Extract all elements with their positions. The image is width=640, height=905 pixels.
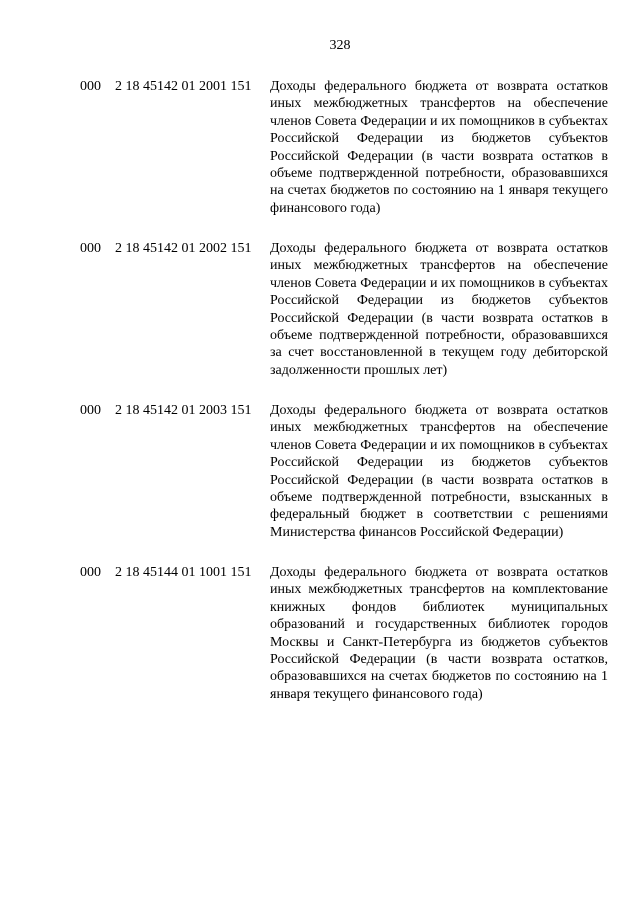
budget-classification-code: 2 18 45144 01 1001 151 <box>115 565 252 580</box>
administrator-code: 000 <box>80 403 101 418</box>
page-number: 328 <box>329 38 351 53</box>
income-description: Доходы федерального бюджета от возврата остатков иных межбюджетных трансфертов на обеспечение членов Совета Федерации и их помощников в субъектах Российской Федерации из бюджетов субъектов Российской Федерации (в части возврата остатков в объеме подтвержденной потребности, взысканных в федеральный бюджет в соответствии с решениями Министерства финансов Российской Федерации) <box>270 403 608 540</box>
budget-entry <box>80 564 610 734</box>
budget-entry <box>80 402 610 564</box>
administrator-code: 000 <box>80 79 101 94</box>
income-description: Доходы федерального бюджета от возврата остатков иных межбюджетных трансфертов на обеспечение членов Совета Федерации и их помощников в субъектах Российской Федерации из бюджетов субъектов Российской Федерации (в части возврата остатков в объеме подтвержденной потребности, образовавшихся на счетах бюджетов по состоянию на 1 января текущего финансового года) <box>270 79 608 216</box>
administrator-code: 000 <box>80 565 101 580</box>
budget-entry <box>80 240 610 402</box>
budget-classification-code: 2 18 45142 01 2003 151 <box>115 403 252 418</box>
budget-entry <box>80 78 610 240</box>
income-description: Доходы федерального бюджета от возврата остатков иных межбюджетных трансфертов на комплектование книжных фондов библиотек муниципальных образований и государственных библиотек городов Москвы и Санкт-Петербурга из бюджетов субъектов Российской Федерации (в части возврата остатков, образовавшихся на счетах бюджетов по состоянию на 1 января текущего финансового года) <box>270 565 608 702</box>
budget-classification-code: 2 18 45142 01 2001 151 <box>115 79 252 94</box>
administrator-code: 000 <box>80 241 101 256</box>
income-description: Доходы федерального бюджета от возврата остатков иных межбюджетных трансфертов на обеспечение членов Совета Федерации и их помощников в субъектах Российской Федерации из бюджетов субъектов Российской Федерации (в части возврата остатков в объеме подтвержденной потребности, образовавшихся за счет восстановленной в текущем году дебиторской задолженности прошлых лет) <box>270 241 608 378</box>
budget-classification-code: 2 18 45142 01 2002 151 <box>115 241 252 256</box>
budget-code-list <box>80 78 610 734</box>
